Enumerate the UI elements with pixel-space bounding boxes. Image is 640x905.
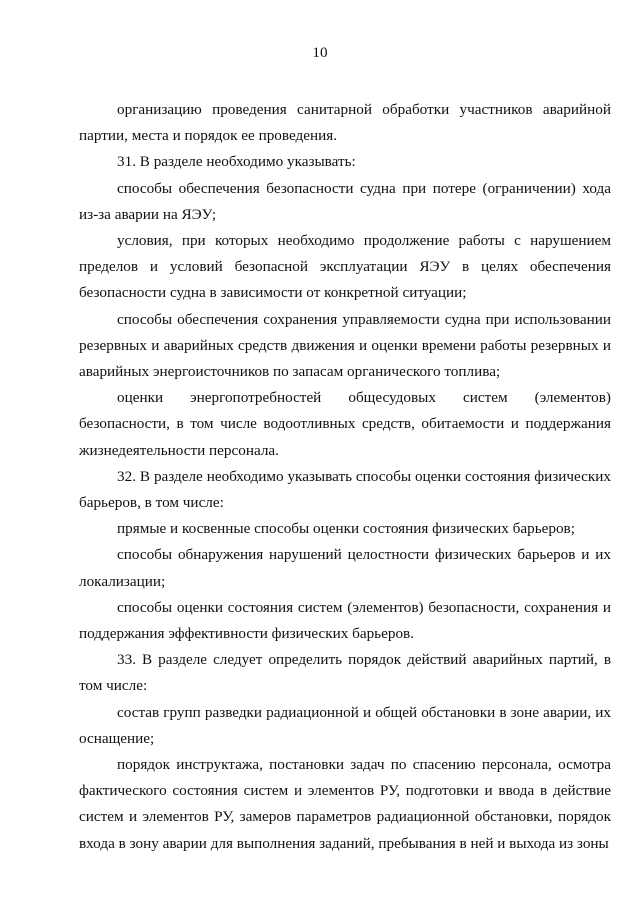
paragraph-energy-needs: оценки энергопотребностей общесудовых систем (элементов) безопасности, в том числе водоотливных средств, обитаемости и поддержания жизнедеятельности персонала.	[79, 389, 611, 459]
paragraph-section-31-heading: 31. В разделе необходимо указывать:	[117, 153, 356, 171]
paragraph-safety-systems-assessment: способы оценки состояния систем (элементов) безопасности, сохранения и поддержания эффективности физических барьеров.	[79, 598, 611, 643]
paragraph-barrier-violation-detection: способы обнаружения нарушений целостности физических барьеров и их локализации;	[79, 546, 611, 590]
paragraph-section-32-heading: 32. В разделе необходимо указывать способы оценки состояния физических барьеров, в том числе:	[79, 467, 611, 512]
paragraph-section-33-heading: 33. В разделе следует определить порядок действий аварийных партий, в том числе:	[79, 651, 611, 695]
document-body	[79, 97, 611, 857]
page-number: 10	[312, 44, 328, 61]
paragraph-ship-safety-loss-of-speed: способы обеспечения безопасности судна при потере (ограничении) хода из-за аварии на ЯЭУ;	[79, 179, 611, 223]
paragraph-barrier-assessment-methods: прямые и косвенные способы оценки состояния физических барьеров;	[117, 520, 575, 538]
paragraph-reconnaissance-groups: состав групп разведки радиационной и общей обстановки в зоне аварии, их оснащение;	[79, 703, 611, 747]
paragraph-briefing-procedure: порядок инструктажа, постановки задач по спасению персонала, осмотра фактического состояния систем и элементов РУ, подготовки и ввода в действие систем и элементов РУ, замеров параметров радиационной обстановки, порядок входа в зону аварии для выполнения заданий, пребывания в ней и выхода из зоны	[79, 756, 611, 852]
paragraph-sanitary-treatment: организацию проведения санитарной обработки участников аварийной партии, места и порядок ее проведения.	[79, 101, 611, 145]
paragraph-ship-controllability: способы обеспечения сохранения управляемости судна при использовании резервных и аварийных средств движения и оценки времени работы резервных и аварийных энергоисточников по запасам органического топлива;	[79, 310, 611, 381]
paragraph-continued-operation-conditions: условия, при которых необходимо продолжение работы с нарушением пределов и условий безопасной эксплуатации ЯЭУ в целях обеспечения безопасности судна в зависимости от конкретной ситуации;	[79, 232, 611, 302]
